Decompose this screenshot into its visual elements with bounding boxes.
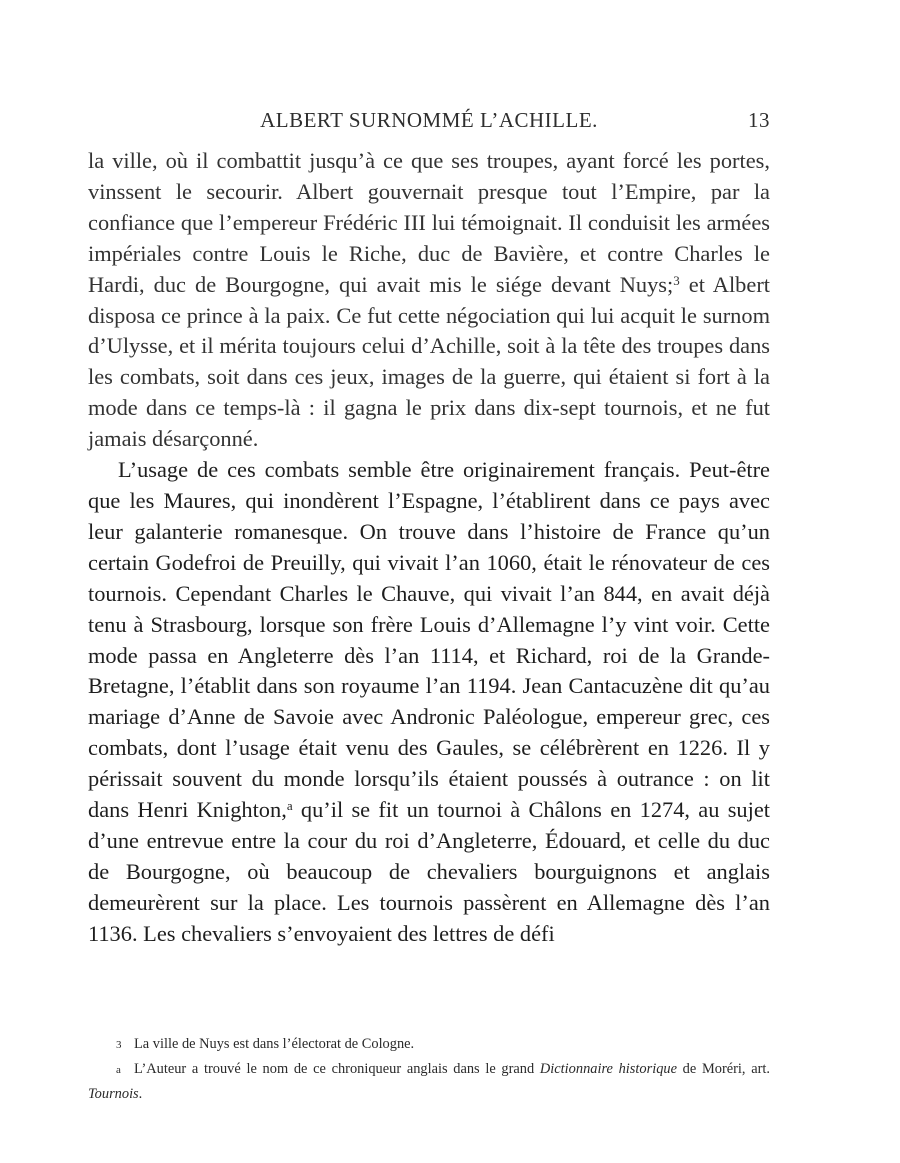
- paragraph-1-text-a: la ville, où il combattit jusqu’à ce que ses troupes, ayant forcé les portes, vinssent le secourir. Albert gouvernait presque tout l’Empire, par la confiance que l’empereur Frédéric III lui témoignait. Il conduisit les armées impériales contre Louis le Riche, duc de Bavière, et contre Charles le Hardi, duc de Bourgogne, qui avait mis le siége devant Nuys;: [88, 148, 770, 297]
- paragraph-2: [88, 455, 770, 950]
- page-number: 13: [748, 108, 770, 132]
- footnote-a-text-2: de Moréri, art.: [676, 1061, 770, 1077]
- footnote-a: [88, 1057, 770, 1106]
- footnote-a-mark: a: [116, 1064, 121, 1076]
- footnote-a-text: L’Auteur a trouvé le nom de ce chroniqueur anglais dans le grand: [134, 1061, 540, 1077]
- footnote-a-italic-article: Tournois: [88, 1086, 139, 1102]
- paragraph-2-text-b: qu’il se fit un tournoi à Châlons en 1274, au sujet d’une entrevue entre la cour du roi d’Angleterre, Édouard, et celle du duc de Bourgogne, où beaucoup de chevaliers bourguignons et anglais demeurèrent sur la place. Les tournois passèrent en Allemagne dès l’an 1136. Les chevaliers s’envoyaient des lettres de défi: [88, 797, 771, 946]
- footnote-a-text-3: .: [138, 1086, 143, 1102]
- footnote-3-mark: 3: [116, 1039, 122, 1051]
- paragraph-1-text-b: et Albert disposa ce prince à la paix. Ce fut cette négociation qui lui acquit le surnom d’Ulysse, et il mérita toujours celui d’Achille, soit à la tête des troupes dans les combats, soit dans ces jeux, images de la guerre, qui étaient si fort à la mode dans ce temps-là : il gagna le prix dans dix-sept tournois, et ne fut jamais désarçonné.: [88, 271, 770, 452]
- paragraph-2-text-a: L’usage de ces combats semble être originairement français. Peut-être que les Maures, qui inondèrent l’Espagne, l’établirent dans ce pays avec leur galanterie romanesque. On trouve dans l’histoire de France qu’un certain Godefroi de Preuilly, qui vivait l’an 1060, était le rénovateur de ces tournois. Cependant Charles le Chauve, qui vivait l’an 844, en avait déjà tenu à Strasbourg, lorsque son frère Louis d’Allemagne l’y vint voir. Cette mode passa en Angleterre dès l’an 1114, et Richard, roi de la Grande-Bretagne, l’établit dans son royaume l’an 1194. Jean Cantacuzène dit qu’au mariage d’Anne de Savoie avec Andronic Paléologue, empereur grec, ces combats, dont l’usage était venu des Gaules, se célébrèrent en 1226. Il y périssait souvent du monde lorsqu’ils étaient poussés à outrance : on lit dans Henri Knighton,: [88, 457, 770, 823]
- footnotes: [88, 1032, 770, 1106]
- running-head: [88, 108, 770, 138]
- footnote-a-italic-title: Dictionnaire historique: [539, 1061, 677, 1077]
- body-text: [88, 146, 770, 950]
- footnote-ref-3: 3: [673, 272, 680, 288]
- footnote-ref-a: a: [286, 798, 293, 814]
- footnote-3: [88, 1032, 770, 1057]
- paragraph-1: [88, 146, 770, 455]
- running-title: ALBERT SURNOMMÉ L’ACHILLE.: [260, 108, 598, 132]
- footnote-3-text: La ville de Nuys est dans l’électorat de Cologne.: [134, 1036, 415, 1052]
